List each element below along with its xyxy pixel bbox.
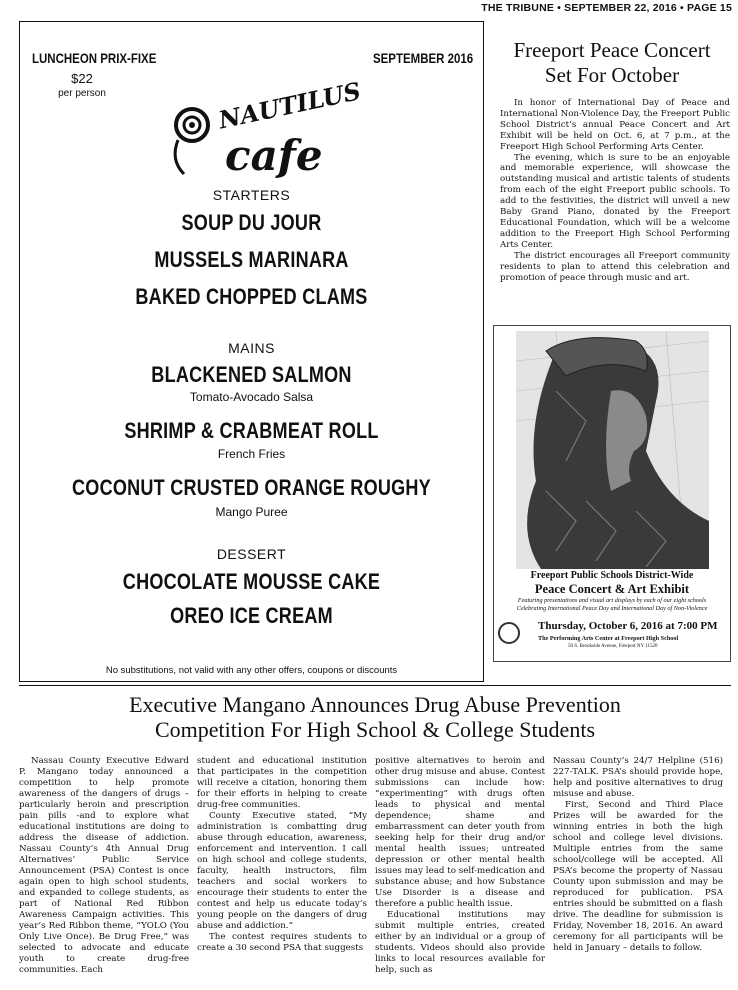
- section-mains: MAINS: [228, 340, 275, 356]
- drug-paragraph: First, Second and Third Place Prizes will be awarded for the winning entries in both the high school and college level divisions. Multiple entries from the same school/college will be accepted. All PSA’s become the property of Nassau County upon submission and may be reproduced for publication. PSA entries should be submitted on a flash drive. The deadline for submission is Friday, November 18, 2016. An award ceremony for all participants will be held in January – details to follow.: [553, 800, 723, 953]
- nautilus-cafe-logo: [170, 70, 364, 185]
- poster-line2: Peace Concert & Art Exhibit: [534, 582, 690, 596]
- menu-prix-label: LUNCHEON PRIX-FIXE: [32, 50, 157, 66]
- divider: [19, 685, 731, 686]
- main-item: BLACKENED SALMON: [151, 362, 352, 387]
- concert-paragraph: The district encourages all Freeport community residents to plan to attend this celebration and promotion of peace through music and art.: [500, 250, 730, 283]
- menu-month: SEPTEMBER 2016: [372, 50, 473, 66]
- logo-word-cafe: cafe: [225, 131, 323, 180]
- logo-word-nautilus: NAUTILUS: [216, 76, 364, 135]
- starter-item: BAKED CHOPPED CLAMS: [135, 284, 368, 309]
- drug-paragraph: The contest requires students to create a 30 second PSA that suggests: [197, 932, 367, 953]
- poster-subtext: [494, 597, 730, 612]
- poster-venue: The Performing Arts Center at Freeport High School: [538, 635, 679, 642]
- drug-column-4: [553, 756, 723, 954]
- drug-paragraph: County Executive stated, “My administration is combatting drug abuse through education, awareness, enforcement and intervention. I call on high school and college students, faculty, health instructors, film teachers and social workers to encourage their students to enter the contest and help us educate today’s young people on the dangers of drug abuse and addiction.”: [197, 811, 367, 931]
- main-item-desc: Tomato-Avocado Salsa: [189, 390, 314, 404]
- concert-headline-line1: Freeport Peace Concert: [513, 38, 711, 62]
- concert-paragraph: The evening, which is sure to be an enjoyable and memorable experience, will showcase the outstanding musical and artistic talents of students from each of the eight Freeport public schools. To add to the festivities, the district will unveil a new Baby Grand Piano, donated by the Freeport Educational Foundation, which will be a welcome addition to the Freeport High School Performing Arts Center.: [500, 152, 730, 250]
- concert-article: [500, 98, 730, 283]
- nautilus-shell-icon: [175, 109, 208, 174]
- drug-column-1: [19, 756, 189, 976]
- page-header: THE TRIBUNE • SEPTEMBER 22, 2016 • PAGE 15: [481, 2, 732, 14]
- concert-paragraph: In honor of International Day of Peace and International Non-Violence Day, the Freeport Public School District’s annual Peace Concert and Art Exhibit will be held on Oct. 6, at 7 p.m., at the Freeport High School Performing Arts Center.: [500, 98, 730, 152]
- concert-headline: [493, 38, 731, 88]
- poster-address: 50 S. Brookside Avenue, Freeport NY 11520: [568, 644, 658, 649]
- main-item-desc: French Fries: [217, 447, 286, 461]
- drug-headline: [19, 692, 731, 742]
- starter-item: SOUP DU JOUR: [181, 210, 322, 235]
- drug-paragraph: student and educational institution that participates in the competition will receive a citation, honoring them for their efforts in helping to create drug-free communities.: [197, 756, 367, 810]
- menu-price-value: $22: [71, 71, 93, 86]
- concert-poster: [493, 325, 731, 662]
- section-dessert: DESSERT: [216, 546, 287, 562]
- drug-paragraph: Nassau County’s 24/7 Helpline (516) 227-TALK. PSA’s should provide hope, help and positive alternatives to drug misuse and abuse.: [553, 756, 723, 799]
- main-item: SHRIMP & CRABMEAT ROLL: [124, 418, 379, 443]
- menu-price-per: per person: [58, 88, 106, 99]
- drug-headline-line2: Competition For High School & College Students: [155, 717, 595, 742]
- drug-paragraph: Nassau County Executive Edward P. Mangano today announced a competition to help promote awareness of the dangers of drugs – particularly heroin and prescription pain pills -and to explore what educational institutions are doing to address the disease of addiction. Nassau County’s 4th Annual Drug Alternatives’ Public Service Announcement (PSA) Contest is once again open to high school students, and expanded to college students, as part of National Red Ribbon Awareness Campaign activities. This year’s Red Ribbon theme, “YOLO (You Only Live Once). Be Drug Free,” was selected to advocate and educate youth to create drug-free communities. Each: [19, 756, 189, 975]
- drug-paragraph: positive alternatives to heroin and other drug misuse and abuse. Contest submissions can include how: “experimenting” with drugs often leads to physical and mental dependence; shame and embarrassment can deter youth from seeking help for their drug and/or mental health issues; untreated depression or other mental health issues may lead to self-medication and substance abuse; and how Substance Use Disorder is a disease and therefore a public health issue.: [375, 756, 545, 909]
- district-seal-icon: [498, 622, 520, 644]
- menu-disclaimer: No substitutions, not valid with any other offers, coupons or discounts: [105, 665, 398, 676]
- main-item: COCONUT CRUSTED ORANGE ROUGHY: [72, 475, 431, 500]
- concert-headline-line2: Set For October: [544, 63, 680, 87]
- main-item-desc: Mango Puree: [215, 505, 288, 519]
- poster-line1: Freeport Public Schools District-Wide: [530, 570, 694, 581]
- poster-line4: Celebrating International Peace Day and International Day of Non-Violence: [516, 604, 708, 612]
- dessert-item: CHOCOLATE MOUSSE CAKE: [122, 569, 381, 594]
- menu-price: [32, 72, 132, 100]
- drug-headline-line1: Executive Mangano Announces Drug Abuse Prevention: [129, 692, 621, 717]
- drug-column-2: [197, 756, 367, 954]
- dessert-item: OREO ICE CREAM: [170, 603, 333, 628]
- drug-column-3: [375, 756, 545, 976]
- poster-date: Thursday, October 6, 2016 at 7:00 PM: [538, 620, 718, 632]
- section-starters: STARTERS: [212, 187, 291, 203]
- starter-item: MUSSELS MARINARA: [154, 247, 349, 272]
- menu-ad: [19, 21, 484, 682]
- poster-artwork: [516, 331, 709, 569]
- drug-paragraph: Educational institutions may submit multiple entries, created either by an individual or a group of students. Videos should also provide links to local resources available for help, such as: [375, 910, 545, 975]
- poster-line3: Featuring presentations and visual art displays by each of our eight schools: [517, 597, 707, 604]
